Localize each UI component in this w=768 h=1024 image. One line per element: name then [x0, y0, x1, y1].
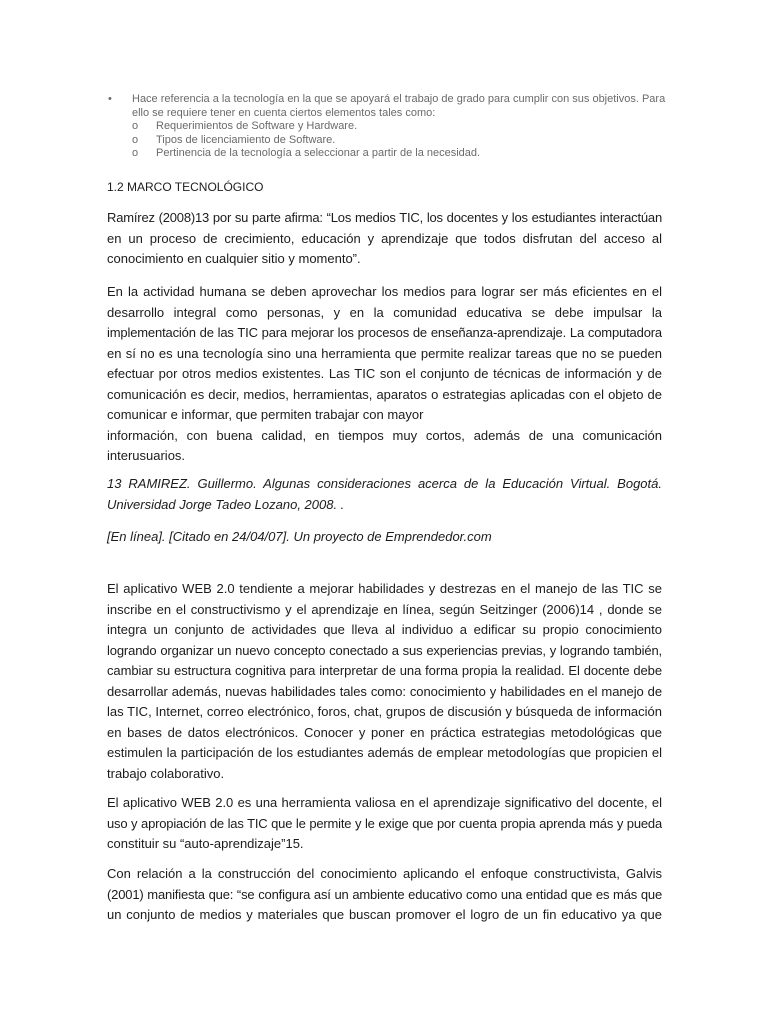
sub-list-item [132, 147, 668, 161]
paragraph-line: Con relación a la construcción del conocimiento aplicando el enfoque constructivista, Galvis [107, 866, 662, 881]
paragraph-line: estimulen la participación de los estudiantes además de emplear metodologías que propicien el [107, 745, 662, 760]
paragraph-line: en un proceso de crecimiento, educación y aprendizaje que todos disfrutan del acceso al [107, 230, 662, 246]
paragraph-galvis [107, 864, 662, 926]
paragraph-line: (2001) manifiesta que: “se configura así un ambiente educativo como una entidad que es más que [107, 886, 662, 902]
paragraph-line: desarrollo integral como personas, y en la comunidad educativa se debe impulsar la [107, 304, 662, 320]
paragraph-line: cambiar su estructura cognitiva para interpretar de una forma propia la realidad. El docente debe [107, 663, 662, 678]
paragraph-line: uso y apropiación de las TIC que le permite y le exige que por cuenta propia aprenda más y pueda [107, 815, 662, 831]
footnote-citation [107, 474, 662, 515]
paragraph-aplicativo-web [107, 579, 662, 784]
bullet-dot-icon: • [108, 93, 112, 105]
sub-list-item [132, 134, 668, 148]
paragraph-line: interusuarios. [107, 448, 186, 463]
paragraph-line: comunicar e informar, que permiten trabajar con mayor [107, 407, 424, 422]
paragraph-line: El aplicativo WEB 2.0 es una herramienta valiosa en el aprendizaje significativo del docente, el [107, 795, 662, 810]
online-citation [107, 527, 662, 548]
paragraph-line: Ramírez (2008)13 por su parte afirma: “Los medios TIC, los docentes y los estudiantes interactúan [107, 210, 662, 225]
sub-item-text: Requerimientos de Software y Hardware. [156, 120, 358, 132]
paragraph-ramirez [107, 208, 662, 270]
paragraph-line: información, con buena calidad, en tiempos muy cortos, además de una comunicación [107, 427, 662, 443]
paragraph-line: un conjunto de medios y materiales que buscan promover el logro de un fin educativo ya que [107, 907, 662, 922]
paragraph-line: efectuar por otros medios existentes. Las TIC son el conjunto de técnicas de información y de [107, 366, 662, 381]
paragraph-line: implementación de las TIC para mejorar los procesos de enseñanza-aprendizaje. La computadora [107, 325, 662, 340]
bullet-text-line-1: Hace referencia a la tecnología en la que se apoyará el trabajo de grado para cumplir con sus objetivos. Para [132, 93, 666, 105]
paragraph-line: en bases de datos electrónicos. Conocer y poner en práctica estrategias metodológicas que [107, 724, 662, 740]
paragraph-line: logrando organizar un nuevo concepto conectado a sus experiencias previas, y logrando también, [107, 642, 662, 658]
paragraph-line: El aplicativo WEB 2.0 tendiente a mejorar habilidades y destrezas en el manejo de las TIC se [107, 581, 662, 596]
paragraph-line: [En línea]. [Citado en 24/04/07]. Un proyecto de Emprendedor.com [107, 529, 492, 544]
bullet-list [108, 93, 668, 161]
sub-list-item [132, 120, 668, 134]
paragraph-line: inscribe en el constructivismo y el aprendizaje en línea, según Seitzinger (2006)14 , donde se [107, 601, 662, 617]
sub-bullet-icon: o [132, 147, 139, 159]
paragraph-line: integra un conjunto de actividades que lleva al individuo a edificar su propio conocimiento [107, 622, 662, 637]
paragraph-actividad-humana [107, 282, 662, 467]
paragraph-herramienta-valiosa [107, 793, 662, 855]
paragraph-line: conocimiento en cualquier sitio y momento”. [107, 251, 361, 266]
paragraph-line: desarrollar además, nuevas habilidades tales como: conocimiento y habilidades en el manejo de [107, 683, 662, 699]
bullet-text-line-2: ello se requiere tener en cuenta ciertos elementos tales como: [132, 106, 436, 119]
paragraph-line: constituir su “auto-aprendizaje”15. [107, 836, 304, 851]
sub-item-text: Pertinencia de la tecnología a seleccionar a partir de la necesidad. [156, 147, 481, 159]
sub-bullet-icon: o [132, 133, 139, 146]
sub-bullet-icon: o [132, 120, 139, 132]
paragraph-line: Universidad Jorge Tadeo Lozano, 2008. . [107, 496, 345, 512]
paragraph-line: las TIC, Internet, correo electrónico, foros, chat, grupos de discusión y búsqueda de información [107, 704, 662, 719]
bullet-item [108, 93, 668, 120]
paragraph-line: En la actividad humana se deben aprovechar los medios para lograr ser más eficientes en el [107, 284, 662, 299]
paragraph-line: trabajo colaborativo. [107, 765, 225, 781]
paragraph-line: en sí no es una tecnología sino una herramienta que permite realizar tareas que no se pueden [107, 345, 662, 361]
section-heading: 1.2 MARCO TECNOLÓGICO [107, 180, 264, 194]
paragraph-line: 13 RAMIREZ. Guillermo. Algunas consideraciones acerca de la Educación Virtual. Bogotá. [107, 476, 662, 491]
sub-item-text: Tipos de licenciamiento de Software. [156, 133, 336, 146]
sub-list [108, 120, 668, 161]
paragraph-line: comunicación es decir, medios, herramientas, aparatos o estrategias aplicadas con el objeto de [107, 386, 662, 402]
